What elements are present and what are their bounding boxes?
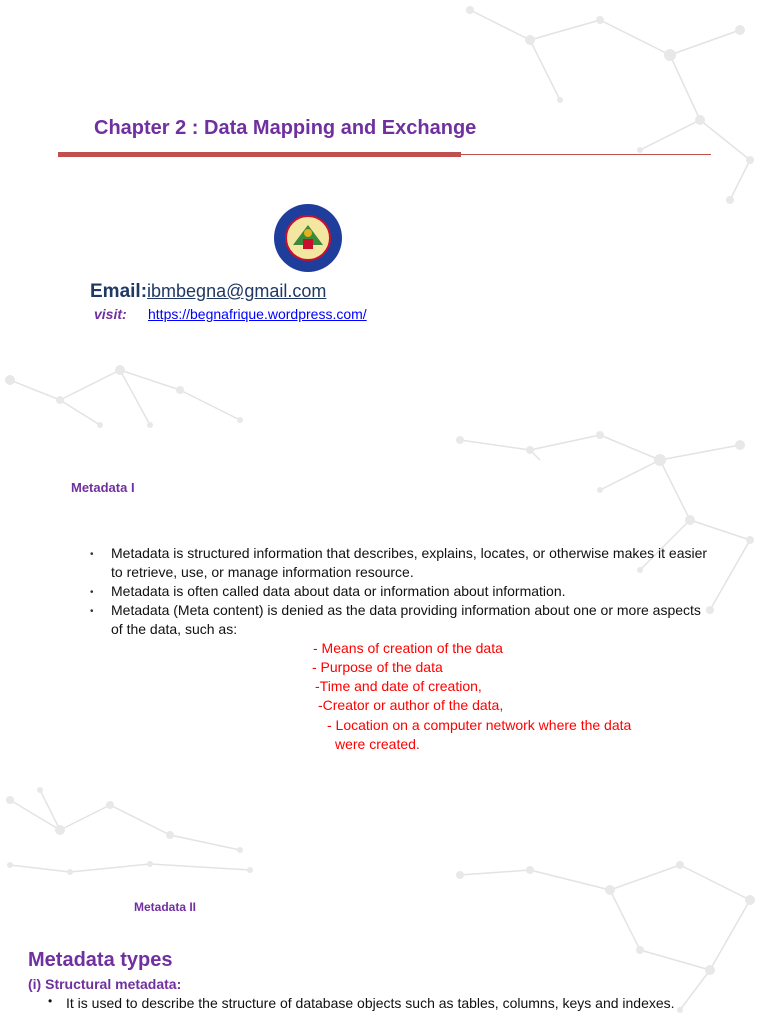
slide-title — [0, 0, 768, 430]
structural-metadata-heading: (i) Structural metadata: — [28, 976, 182, 992]
website-link[interactable]: https://begnafrique.wordpress.com/ — [148, 306, 367, 322]
title-underline-thick — [58, 152, 461, 157]
bullet-marker: • — [90, 587, 94, 598]
network-background-bottom-left — [0, 780, 270, 860]
slide-heading-metadata-2: Metadata II — [134, 900, 197, 914]
email-link[interactable]: ibmbegna@gmail.com — [147, 281, 327, 301]
bullet-text: Metadata (Meta content) is denied as the data providing information about one or more aspects of the data, such as: — [111, 602, 701, 637]
aspect-item: - Location on a computer network where the data — [327, 717, 632, 733]
bullet-marker: • — [90, 606, 94, 617]
visit-label: visit: — [94, 306, 127, 322]
aspect-item: - Purpose of the data — [312, 659, 443, 675]
network-background-bottom-left — [0, 340, 280, 430]
title-underline-thin — [461, 154, 711, 155]
university-seal-logo — [273, 203, 343, 273]
aspect-item: -Time and date of creation, — [315, 678, 482, 694]
email-line — [90, 281, 326, 303]
email-label: Email: — [90, 281, 148, 302]
network-background-top-right — [440, 0, 768, 220]
slide-heading-metadata-1: Metadata I — [71, 480, 135, 495]
chapter-title: Chapter 2 : Data Mapping and Exchange — [94, 117, 477, 139]
bullet-text: Metadata is often called data about data or information about information. — [111, 583, 566, 599]
bullet-text: Metadata is structured information that describes, explains, locates, or otherwise makes it easier to retrieve, use, or manage information resource. — [111, 545, 708, 580]
aspect-item: -Creator or author of the data, — [318, 697, 504, 713]
aspect-item: - Means of creation of the data — [313, 640, 503, 656]
aspect-item: were created. — [335, 736, 420, 752]
network-background-left — [0, 860, 280, 880]
bullet-marker: • — [90, 549, 94, 560]
structural-metadata-text: It is used to describe the structure of database objects such as tables, columns, keys and indexes. — [66, 995, 675, 1011]
bullet-marker: • — [48, 994, 53, 1008]
metadata-types-heading: Metadata types — [28, 949, 173, 971]
